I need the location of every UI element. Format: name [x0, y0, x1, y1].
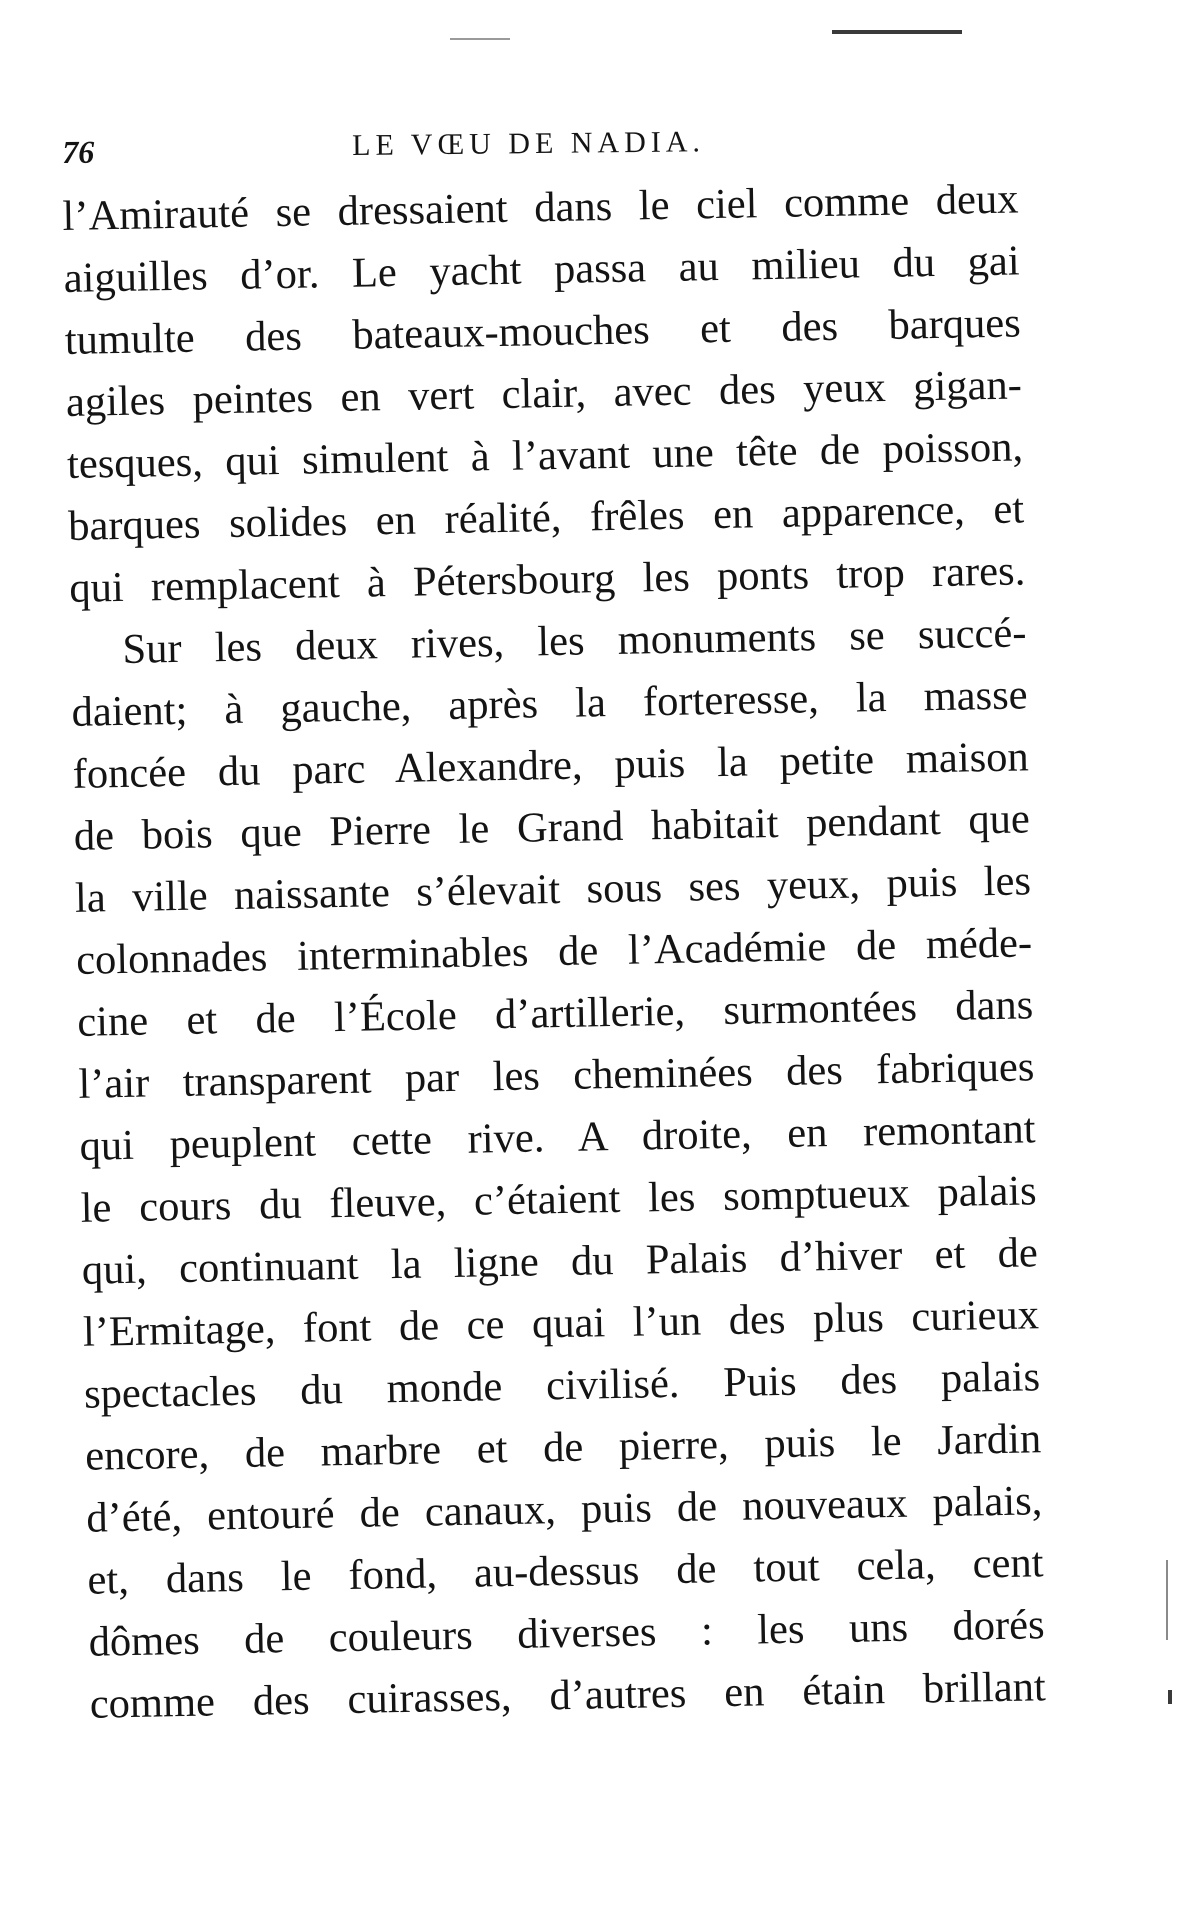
scan-artifact-right-dot [1168, 1690, 1172, 1704]
scan-artifact-top [832, 30, 962, 34]
text-line: qui remplacent à Pétersbourg les ponts trop rares. [68, 547, 1026, 612]
text-line: foncée du parc Alexandre, puis la petite maison [72, 733, 1030, 798]
paragraph-start-line: Sur les deux rives, les monuments se succé- [122, 609, 1027, 673]
scan-artifact-top-small [450, 38, 510, 40]
text-line: dômes de couleurs diverses : les uns dorés [88, 1601, 1045, 1666]
page-number: 76 [62, 133, 95, 170]
text-line: d’été, entouré de canaux, puis de nouveaux palais, [85, 1477, 1043, 1542]
text-line: encore, de marbre et de pierre, puis le Jardin [84, 1415, 1042, 1480]
text-line: tesques, qui simulent à l’avant une tête de poisson, [66, 423, 1024, 488]
page-header [62, 118, 1022, 178]
scan-artifact-right-margin [1166, 1560, 1168, 1640]
text-line: et, dans le fond, au-dessus de tout cela, cent [87, 1539, 1044, 1604]
text-line: l’air transparent par les cheminées des fabriques [78, 1043, 1035, 1108]
body-text [62, 168, 1046, 1735]
text-line: le cours du fleuve, c’étaient les somptueux palais [80, 1167, 1038, 1232]
text-line: spectacles du monde civilisé. Puis des palais [83, 1353, 1041, 1418]
text-line: aiguilles d’or. Le yacht passa au milieu du gai [63, 237, 1020, 302]
text-line: comme des cuirasses, d’autres en étain brillant [89, 1663, 1047, 1728]
text-line: cine et de l’École d’artillerie, surmontées dans [76, 981, 1034, 1046]
text-line: agiles peintes en vert clair, avec des yeux gigan- [65, 361, 1023, 426]
text-line: daient; à gauche, après la forteresse, la masse [71, 671, 1028, 736]
text-line: de bois que Pierre le Grand habitait pendant que [73, 795, 1031, 860]
text-line: l’Ermitage, font de ce quai l’un des plus curieux [82, 1291, 1040, 1356]
text-line: qui peuplent cette rive. A droite, en remontant [79, 1105, 1036, 1170]
text-line: la ville naissante s’élevait sous ses yeux, puis les [74, 857, 1032, 922]
text-line: qui, continuant la ligne du Palais d’hiver et de [81, 1229, 1039, 1294]
text-line: colonnades interminables de l’Académie de méde- [75, 919, 1033, 984]
running-title: LE VŒU DE NADIA. [352, 125, 706, 162]
text-line: l’Amirauté se dressaient dans le ciel comme deux [62, 175, 1019, 240]
text-line: tumulte des bateaux-mouches et des barques [64, 299, 1022, 364]
text-line: barques solides en réalité, frêles en apparence, et [67, 485, 1025, 550]
